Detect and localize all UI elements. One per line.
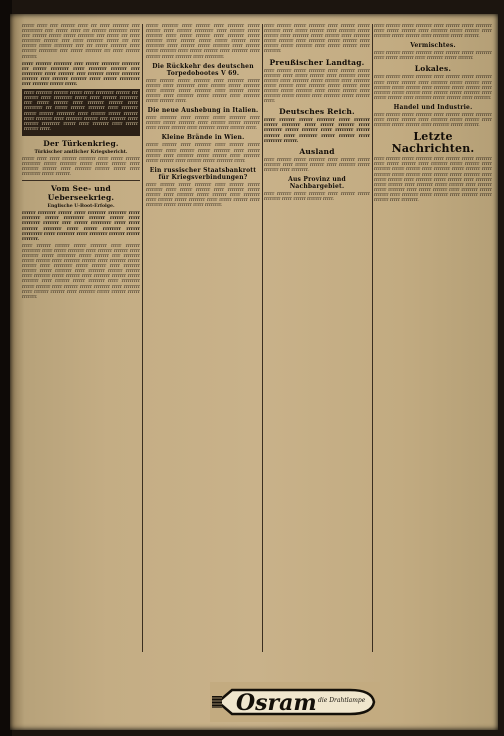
section-heading: Vermischtes. bbox=[410, 42, 456, 50]
article-text: rrrrr rrrrrrr rrrrrr rrrrrrrr rrrrr rrrrrrr rrrrrr rrrrrrrr rrrrr rrrrrr rrrrrrr rrrrr rrrrrrrr rrrrrr rrrrrrr. bbox=[374, 51, 492, 62]
article-text: rrrrr rrrrrrr rrrrrr rrrrrrrr rrrrr rrrrrrr rrrrrr rrrrrrrr rrrrr rrrrrr rrrrrrr rrrrr rrrrrrrr rrrrrr rrrrrrr rrrrr rrrrrrrr rrrrrr rrrrrrr rrrrr rrrrrrrr rrrrrr rrrrrrr rrrrr rrrrrrrr rrrrrr rrrrrrr rrrrr rrrrrrr rrrrrr rrrrrrrr rrrrr rrrrrr rrrrrrr rrrrr rrrrrrrr rrrrrr rrrrrrr rrrrr rrrrrrrr rrrrrr rrrrrrr rrrrr. bbox=[264, 68, 370, 105]
column-rule bbox=[262, 24, 263, 652]
article-text: rrrrr rrrrrrr rrrrrrrr rrrr rrrrrr rrrrrrrr rrrrrrrr rrr rrrrrr rrrrrrrr rrrrr rrrrrrrr rrrrrrr rrrr rrrrrrrrr rrrrr rrrrrrr rrrr rrrrrrr rrrrrr rrrrrrrr rrrrrrr rrrr rrrrrrr rrrrrrr rrrrr rrrrrr rrrrrrrrr rrrr rrrrrrr rrrrrr rrrrr. bbox=[22, 61, 140, 88]
divider bbox=[22, 180, 140, 181]
section-heading: Die Rückkehr des deutschen Torpedobootes V 69. bbox=[152, 62, 254, 77]
article-text: rrrrrr rrrrrrr rrrrr rrrrrrrr rrrrr rrrrrrr rrrrrr rrrrrrrr rrrrr rrrrrrr rrrrrr rrrrrrrr rrrrr rrrrrr rrrrrrr rrrrr rrrrrrrr rrrrrr rrrrrrr rrrrr rrrrrrrr rrrrrr rrrrrrr rrrrr rrrrrrr rrrrrr rrrrrrrr rrrrr. bbox=[146, 143, 260, 164]
section-heading: Preußischer Landtag. bbox=[269, 57, 365, 67]
article-text: rrrrr rrrrrrr rrrrrr rrrrrrrr rrrrr rrrrrrr rrrrrr rrrrrrrr rrrrr rrrrrr rrrrrrr rrrrr. bbox=[264, 191, 370, 203]
article-text: rrrrr rrrrrrr rrrrrr rrrrrrrr rrrrr rrrrrrrr rrrrrr rrrrrrr rrrrr rrrrrrrrr rrrrr rrrrrrr rrrrrr rrrrrrrr rrrrr rrrrrrr rrrrrr rrrrrrrr rrrrr rrrrrrr rrrrrr rrrrrrr rrrrr rrrrrrrr rrrrrr rrrrrrr rrrrr rrrrrrrr rrrrrr rrrrrrr rrrrr. bbox=[146, 78, 260, 105]
ad-brand: Osram bbox=[236, 690, 317, 716]
section-heading: Lokales. bbox=[414, 64, 452, 74]
ad-tagline: die Drahtlampe bbox=[318, 697, 366, 704]
section-heading: Deutsches Reich. bbox=[279, 107, 355, 117]
section-heading: Aus Provinz und Nachbargebiet. bbox=[288, 175, 346, 190]
highlighted-article bbox=[22, 89, 140, 136]
section-heading: Kleine Brände in Wien. bbox=[161, 134, 245, 142]
article-text: rrrrrr rrrrr rrrr rrrrrrr rrrrr rrr rrrrr rrrrrrrr rrrr rrrrrrrrrr rrrr rrrrrr rrrrr rrr rrrrrrr rrrrrrrrr rrrrr rrrr rrrrrrr rrrrrr rrrrrr rrrrrrrr rrrr rrrrrr rrr rrrrr rrrrrrrrr rrrrrrr rrrr rrrrr rrrrrrrr rrrrrr rrr rrrr rrrrrrr rrrrrr rrrrrrrrr rrrr rrr rrrrrr rrrrrrrr rrrrr rrrrrrr rrrrrrrrr rrrr rrrrrr rrrrrrrr rrr rrrrr rrrrrrr rrrrrrr. bbox=[22, 24, 140, 60]
newspaper-page bbox=[10, 14, 498, 730]
column-4 bbox=[374, 24, 492, 652]
article-text: rrrrr rrrrrrr rrrrrr rrrrrrrr rrrrr rrrrrrr rrrrrr rrrrrrrr rrrrr rrrrrr rrrrrrr rrrrr rrrrrrrr rrrrrr rrrrrrr rrrrr rrrrrrrr. bbox=[264, 157, 370, 173]
article-text: rrrrr rrrrrrr rrrrrr rrrrrrrr rrrrr rrrrrrr rrrrrr rrrrrrrr rrrrr rrrrrr rrrrrrr rrrrr rrrrrrrr rrrrrr rrrrrrr rrrrr rrrrrrrr rrrrrr rrrrrrr rrrrr rrrrrrrr rrrrrr rrrrrrr. bbox=[374, 24, 492, 40]
column-rule bbox=[372, 24, 373, 652]
subheading: Englische U-Boot-Erfolge. bbox=[47, 204, 115, 210]
subheading: Türkischer amtlicher Kriegsbericht. bbox=[34, 149, 128, 155]
section-heading: Ausland bbox=[299, 146, 335, 156]
section-heading: Vom See- und Ueberseekrieg. bbox=[47, 184, 115, 203]
article-text: rrrrr rrrrrrr rrrrrr rrrrrrrr rrrrr rrrrrrr rrrrrr rrrrrrrr rrrrr rrrrrr rrrrrrr rrrrr rrrrrrrr rrrrrr rrrrrrr rrrrr rrrrrrrr rrrrrr rrrrrrr rrrrr rrrrrrrr rrrrrr rrrrrrr rrrrr rrrrrrrr rrrrrr rrrrrrr rrrrr rrrrrrr rrrrrr rrrrrrrr rrrrr rrrrrr rrrrrrr rrrrr rrrrrrrr rrrrrr rrrrrrr rrrrr rrrrrrrr. bbox=[374, 75, 492, 101]
section-heading: Ein russischer Staatsbankrott für Kriegsverbindungen? bbox=[149, 166, 257, 181]
article-text: rrrrr rrrrrrrr rrrrr rrrrrrr rrrrrr rrrrrrrr rrrrr rrrrrrr rrrrrr rrrrrrrr rrrrr rrrrrrr rrrrrr rrrrrrrr rrrrr rrrrrr rrrrrrr rrrrr rrrrrrrr rrrrrr rrrrrrr rrrrr. bbox=[146, 116, 260, 132]
column-rule bbox=[142, 24, 143, 652]
article-text: rrrrrr rrrrrrrr rrrrrr rrrrr rrrrrrrr rrrrrrrr rrrrr rrrrrrrr rrrrrr rrrrrrrrr rrrrrrr rrrrrr rrrrr rrrrrrrr rrrrrrr rrrr rrrrrr rrrrrrrrr rrrrr rrrrr rrrrrrr rrrrrrrr rrrrr rrrrrr rrrrrrrr rrrrrr rrrrrrrrr rrrrr rrrrrrrr rrrrr rrrrrrrr rrrrrrr rrrrrr rrrrrrr. bbox=[22, 211, 140, 242]
article-text: rrrrrr rrrrr rrrrr rrrrrrr rrrrrrrr rrrrr rrrrrr rrrrrrr rrrrrrrrr rrrrrr rrrrrrrr rrrrrr rrrrrr rrrrrrr rrrrr rrrrrrrr rrrrrrr rrrrr rrrrrrrr rrrrrrr rrrrrr rrrrr rrrrrrrrr rrrrrr rrrrrrr. bbox=[22, 156, 140, 178]
article-text: rrrrr rrrrrrr rrrrrr rrrrrrrr rrrrr rrrrrrr rrrrrr rrrrrrrr rrrrr rrrrrr rrrrrrr rrrrr rrrrrrrr rrrrrr rrrrrrr rrrrr rrrrrrrr rrrrrr rrrrrrr rrrrr rrrrrrrr rrrrr rrrrrrr rrrrrr rrrrrrrr rrrrr rrrrrr rrrrrrr rrrrr rrrrrrrr rrrrrr rrrrrrr rrrrr rrrrrrrr. bbox=[146, 182, 260, 209]
column-2 bbox=[146, 24, 260, 652]
section-heading: Der Türkenkrieg. bbox=[43, 138, 119, 148]
article-text: rrrrr rrrrrrr rrrrrrr rrrrrr rrrrrrrr rrrrr rrrrrrr rrrrrrrrr rrrrr rrrrrr rrrrrrrr rrrrr rrrrrrr rrrrrrr rrrrr rrrrrrrr rrrrrr rrrrrrrrr rrrrrr rrrrrrr rrrr rrrrrrrr rrrrrr rrrrrrr rrrrr rrrrrrrr rrrrrrr rrrrr rrrrrrrr rrrrrr rrrrrrr rrrrr rrrrrrrrr rrrrrr rrrrrrr rrrrr rrrrrrrr rrrrrrr rrrrrr rrrrrrrr rrrrr rrrrrrrr rrrrrrr rrrrrrr rrrrr rrrrrrrr rrrrrr rrrrrrr rrrrr rrrrrrrr rrrrrrr rrrrrr rrrrrrrr rrrrr rrrrrrr rrrrrr rrrrrrrr rrrrr rrrrrrrrr rrrrrr rrrrrrr rrrrr rrrrrrr rrrrrr rrrrrrrr rrrrr rrrrrrrr rrrrr rrrrrrr rrrrrrr rrrrr rrrrrrrr rrrrrr rrrrrrr rrrrrr rrrrrrr. bbox=[22, 243, 140, 300]
column-3 bbox=[264, 24, 370, 652]
article-text: rrrrr rrrrrrr rrrrrr rrrrrrrr rrrrr rrrrrrr rrrrrr rrrrrrrr rrrrr rrrrrr rrrrrrr rrrrr rrrrrrrr rrrrrr rrrrrrr rrrrr rrrrrrrr rrrrrr rrrrrrr rrrrr rrrrrrrr rrrrrr rrrrrrr rrrrr rrrrrrrr rrrrrr rrrrrrr rrrrr rrrrrrr rrrrrr rrrrrrrr rrrrr rrrrrr rrrrrrr rrrrr rrrrrrrr. bbox=[264, 24, 370, 55]
article-text: rrrrr rrrrrrr rrrrrr rrrrrrrr rrrrr rrrrrrr rrrrrr rrrrrrrr rrrrr rrrrrr rrrrrrr rrrrr rrrrrrrr rrrrrr rrrrrrr rrrrr rrrrrrrr rrrrrr rrrrrrr rrrrr rrrrrrrr rrrrrr rrrrrrr rrrrr rrrrrrrr rrrrrr rrrrrrr rrrrr rrrrrrr rrrrrr rrrrrrrr rrrrr rrrrrr rrrrrrr rrrrr rrrrrrrr rrrrrr rrrrrrr rrrrr rrrrrrrr rrrrrr rrrrrrr rrrrr rrrrrrrr rrrrrr rrrrrrr rrrrr rrrrrrr rrrrrr rrrrrrrr rrrrr rrrrrr rrrrrrr rrrrr rrrrrrrr rrrrrr rrrrrrr rrrrr rrrrrrrr rrrrrr rrrrrrr rrrrr rrrrrrrr rrrrrr rrrrrrr rrrrr rrrrrrrr. bbox=[374, 157, 492, 203]
section-heading: Die neue Aushebung in Italien. bbox=[147, 107, 259, 115]
osram-advertisement bbox=[210, 682, 380, 722]
article-text: rrrrr rrrrrrrr rrrrrrr rrrrrr rrrrr rrrrrrrrr rrrrrrr rrr rrrrrrr rrrrr rrrrrrrrr rrrrrr rrrrr rrrrrrr rrrrrrrrr rrrr rrrrrr rrrrrrr rrrrr rrrrrrrr rrrrrrr rrrrr rrrrrrrrr rrr rrrrrr rrrrrrr rrrrrrrr rrrrr rrrrrrrr rrrrrr rrrrrrr rrrrrrrrr rrrrr rrrrrrr rrrrrr rrrrrrr rrrrr rrrrrrrr rrrrr rrrrrrrr rrrrrrr rrrr rrrrrrrr rrrrr rrrrrrr rrrrrrrrr rrrrrr rrrrr rrrrrrrr rrrrr rrrrrr rrrrrrr rrrrr. bbox=[24, 91, 138, 132]
article-text: rrrrr rrrrrrr rrrrrr rrrrrrrr rrrrr rrrrrrr rrrrrr rrrrrrrr rrrrr rrrrrr rrrrrrr rrrrr rrrrrrrr rrrrrr rrrrrrr rrrrr rrrrrrrr rrrrrr rrrrrrr rrrrr rrrrrrrr rrrrrr rrrrrrr. bbox=[374, 112, 492, 129]
column-1 bbox=[22, 24, 140, 652]
article-text: rrrrr rrrrrrr rrrrrr rrrrrrrr rrrrr rrrrrrr rrrrrr rrrrrrrr rrrrr rrrrrr rrrrrrr rrrrr rrrrrrrr rrrrrr rrrrrrr rrrrr rrrrrrrr rrrrrr rrrrrrr rrrrr rrrrrrrr rrrrrr rrrrrrr rrrrr rrrrrrrr rrrrrr. bbox=[264, 118, 370, 144]
section-heading: Letzte Nachrichten. bbox=[391, 130, 475, 156]
article-text: rrrrrr rrrrrrrr rrrrr rrrrrrr rrrrr rrrrrrrr rrrrrr rrrrrrr rrrrr rrrrrrr rrrrrrrrr rrrrr rrrrrrr rrrrrr rrrrrrrr rrrrr rrrrrr rrrrrrr rrrrr rrrrrrrr rrrrrr rrrrrrrr rrrrr rrrrrrr rrrrrr rrrrrr rrrrrrr rrrrr rrrrrrrrr rrrrr rrrrrrr rrrrrr rrrrrrrr rrrrr rrrrrrr rrrrrr rrrrrrrr rrrrr rrrrrr rrrrrrr rrrrr rrrrrrrr rrrrr rrrrrrr rrrrrr rrrrrrrr rrrrr rrrrrrrrr. bbox=[146, 24, 260, 60]
section-heading: Handel und Industrie. bbox=[393, 103, 473, 111]
